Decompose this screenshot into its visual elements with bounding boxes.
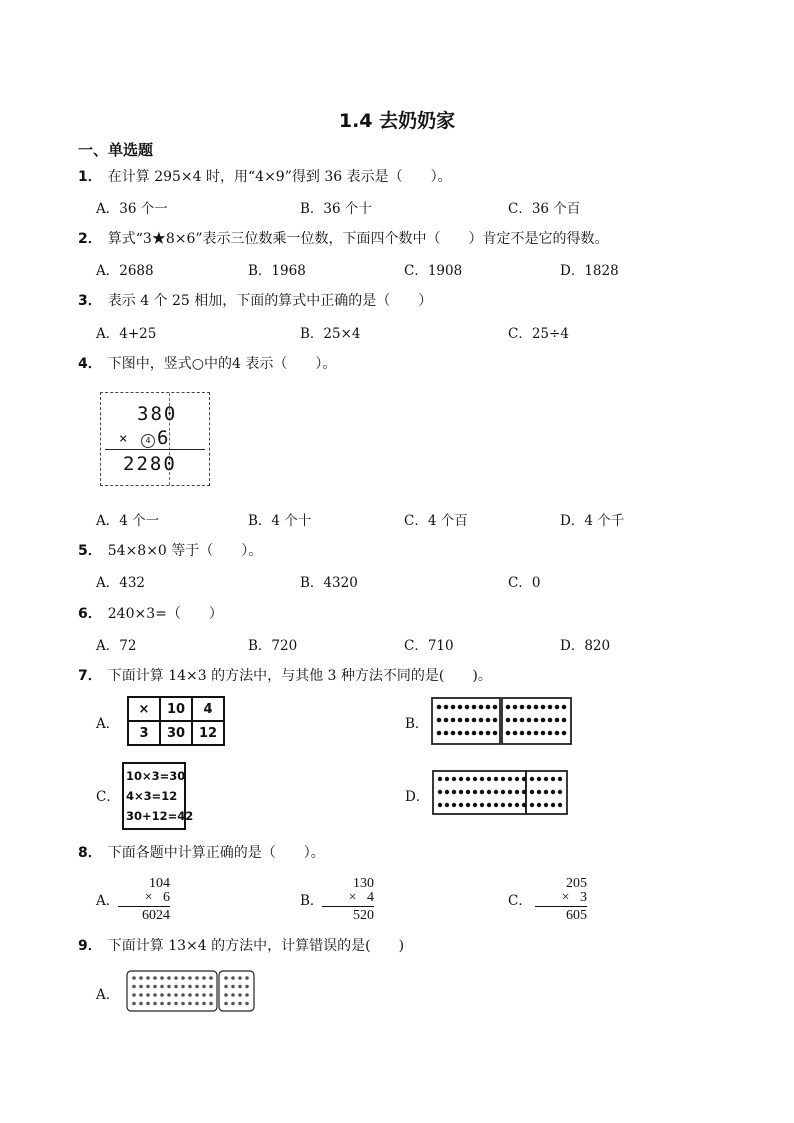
dot: [465, 731, 470, 736]
dot: [508, 790, 512, 794]
dot-group-box: [219, 971, 254, 1011]
dot: [506, 731, 511, 736]
grid-cell: 4: [192, 697, 224, 721]
option-c[interactable]: C．4 个百: [404, 513, 468, 529]
dot: [231, 1002, 235, 1006]
dot: [195, 993, 199, 997]
vertical-calc-c: [535, 877, 587, 923]
question-text: 下面计算 14×3 的方法中，与其他 3 种方法不同的是( )。: [107, 668, 492, 684]
equation-box: [122, 762, 194, 830]
grid-cell: 3: [128, 721, 160, 745]
dot: [501, 803, 505, 807]
dot: [466, 803, 470, 807]
dot: [544, 803, 548, 807]
dot-array-figure-9a: [126, 970, 256, 1012]
dot: [174, 1002, 178, 1006]
dot: [530, 803, 534, 807]
dot: [527, 718, 532, 723]
dot: [132, 985, 136, 989]
dot: [224, 1002, 228, 1006]
dot: [224, 993, 228, 997]
dot: [558, 790, 562, 794]
dot: [515, 790, 519, 794]
dot: [195, 976, 199, 980]
equation-line: 10×3=30: [126, 769, 186, 783]
option-a[interactable]: A．2688: [96, 263, 154, 279]
dot: [513, 705, 518, 710]
option-c[interactable]: C．25÷4: [508, 326, 569, 342]
question-7: [78, 665, 492, 685]
dot: [534, 718, 539, 723]
option-b[interactable]: B．4 个十: [248, 513, 312, 529]
dot: [146, 1002, 150, 1006]
question-number: 4．: [78, 356, 102, 372]
option-b[interactable]: B．1968: [248, 263, 306, 279]
dot: [472, 718, 477, 723]
dot: [238, 993, 242, 997]
dot: [451, 718, 456, 723]
dot: [465, 718, 470, 723]
dot: [452, 790, 456, 794]
dot: [181, 993, 185, 997]
dot: [520, 718, 525, 723]
question-text: 54×8×0 等于（ ）。: [107, 543, 263, 559]
dot: [494, 803, 498, 807]
dot: [487, 803, 491, 807]
dot: [493, 718, 498, 723]
question-9: [78, 935, 404, 955]
dot: [480, 803, 484, 807]
dot: [195, 1002, 199, 1006]
dot: [181, 985, 185, 989]
question-text: 表示 4 个 25 相加，下面的算式中正确的是（ ）: [107, 293, 433, 309]
dot: [459, 777, 463, 781]
dot: [555, 718, 560, 723]
dot: [209, 993, 213, 997]
dot: [466, 777, 470, 781]
dot: [522, 790, 526, 794]
result-line: [105, 449, 205, 450]
dot: [245, 993, 249, 997]
option-d[interactable]: D．4 个千: [560, 513, 625, 529]
dot: [522, 777, 526, 781]
dot: [167, 976, 171, 980]
dot: [555, 731, 560, 736]
dot: [437, 705, 442, 710]
calc-top: 130: [353, 876, 374, 891]
dot: [527, 705, 532, 710]
dot: [551, 777, 555, 781]
dot: [132, 1002, 136, 1006]
dot: [458, 731, 463, 736]
grid-row: [128, 721, 224, 745]
dot: [494, 790, 498, 794]
dot: [238, 985, 242, 989]
dot: [534, 731, 539, 736]
dot: [551, 790, 555, 794]
question-text: 算式“3★8×6”表示三位数乘一位数，下面四个数中（ ）肯定不是它的得数。: [107, 231, 609, 247]
option-d[interactable]: D．820: [560, 638, 611, 654]
dot: [480, 777, 484, 781]
dot: [231, 993, 235, 997]
dot: [188, 985, 192, 989]
dot: [445, 790, 449, 794]
dot: [487, 777, 491, 781]
grid-cell: 30: [160, 721, 192, 745]
dot: [522, 803, 526, 807]
option-a[interactable]: A．: [96, 716, 120, 732]
dot: [139, 976, 143, 980]
dot: [562, 731, 567, 736]
calc-mult: 4: [367, 890, 374, 905]
section-heading: 一、单选题: [78, 141, 154, 159]
dot: [548, 731, 553, 736]
vertical-calc-a: [118, 877, 170, 923]
dot: [541, 731, 546, 736]
dot: [473, 790, 477, 794]
dot: [202, 993, 206, 997]
question-8: [78, 842, 325, 862]
option-d[interactable]: D．: [405, 789, 430, 805]
dot: [209, 1002, 213, 1006]
option-a[interactable]: A．4 个一: [96, 513, 160, 529]
question-number: 6．: [78, 606, 102, 622]
option-a[interactable]: A．: [96, 893, 120, 909]
dot: [562, 705, 567, 710]
dot: [473, 777, 477, 781]
multiplicand: 380: [137, 403, 178, 425]
dot: [513, 718, 518, 723]
dot: [451, 705, 456, 710]
dot: [473, 803, 477, 807]
dot: [146, 976, 150, 980]
dot: [139, 985, 143, 989]
dot: [444, 718, 449, 723]
dot: [195, 985, 199, 989]
dot: [562, 718, 567, 723]
dot: [537, 790, 541, 794]
dot: [558, 777, 562, 781]
dot: [537, 803, 541, 807]
calc-top: 205: [566, 876, 587, 891]
dot: [153, 1002, 157, 1006]
dot: [188, 1002, 192, 1006]
calc-op: ×: [144, 890, 153, 905]
product: 2280: [123, 453, 177, 475]
question-number: 5．: [78, 543, 102, 559]
option-c[interactable]: C．: [508, 893, 532, 909]
dot: [438, 790, 442, 794]
dot: [548, 705, 553, 710]
dot: [544, 777, 548, 781]
option-b[interactable]: B．36 个十: [300, 201, 372, 217]
dot: [506, 705, 511, 710]
option-a[interactable]: A．36 个一: [96, 201, 168, 217]
dot: [174, 993, 178, 997]
dot: [224, 985, 228, 989]
dot: [445, 777, 449, 781]
question-text: 下图中，竖式○中的4 表示（ ）。: [107, 356, 337, 372]
dot: [527, 731, 532, 736]
dot: [181, 1002, 185, 1006]
multiplier: 6: [157, 427, 169, 449]
dot: [160, 985, 164, 989]
dot: [202, 1002, 206, 1006]
dot: [224, 976, 228, 980]
dot: [459, 790, 463, 794]
question-text: 下面计算 13×4 的方法中，计算错误的是( ): [107, 938, 405, 954]
calc-op: ×: [561, 890, 570, 905]
option-c[interactable]: C．0: [508, 575, 541, 591]
dot: [541, 718, 546, 723]
question-4: [78, 353, 336, 373]
dot: [534, 705, 539, 710]
dot: [245, 985, 249, 989]
dot: [202, 985, 206, 989]
dot: [551, 803, 555, 807]
dot: [209, 985, 213, 989]
question-text: 240×3=（ ）: [107, 606, 223, 622]
dot: [438, 777, 442, 781]
dot: [544, 790, 548, 794]
equation-line: 4×3=12: [126, 789, 178, 803]
dot: [153, 993, 157, 997]
dot: [513, 731, 518, 736]
dot: [452, 803, 456, 807]
dot: [555, 705, 560, 710]
option-c[interactable]: C．: [96, 789, 120, 805]
calc-mult: 6: [163, 890, 170, 905]
question-number: 2．: [78, 231, 102, 247]
dot: [231, 985, 235, 989]
grid-cell: ×: [128, 697, 160, 721]
dot: [445, 803, 449, 807]
question-2: [78, 228, 609, 248]
question-1: [78, 166, 452, 186]
dot: [508, 777, 512, 781]
dot: [245, 1002, 249, 1006]
dot: [537, 777, 541, 781]
dot: [238, 1002, 242, 1006]
dot: [486, 718, 491, 723]
option-c[interactable]: C．710: [404, 638, 454, 654]
option-b[interactable]: B．: [405, 716, 429, 732]
dot: [548, 718, 553, 723]
dot: [458, 718, 463, 723]
option-c[interactable]: C．36 个百: [508, 201, 581, 217]
dot: [472, 705, 477, 710]
dot-array-figure-b: [431, 697, 572, 745]
question-number: 8．: [78, 845, 102, 861]
question-text: 下面各题中计算正确的是（ ）。: [107, 845, 325, 861]
dot: [480, 790, 484, 794]
question-number: 7．: [78, 668, 102, 684]
dot: [472, 731, 477, 736]
dot: [444, 705, 449, 710]
vertical-calc-b: [322, 877, 374, 923]
dot: [451, 731, 456, 736]
dot: [245, 976, 249, 980]
dot: [486, 705, 491, 710]
dot: [167, 985, 171, 989]
dot: [160, 976, 164, 980]
grid-row: [128, 697, 224, 721]
dot: [458, 705, 463, 710]
page-title: 1.4 去奶奶家: [338, 110, 456, 132]
dot: [209, 976, 213, 980]
option-a[interactable]: A．72: [96, 638, 137, 654]
question-text: 在计算 295×4 时，用“4×9”得到 36 表示是（ ）。: [107, 169, 452, 185]
dot: [444, 731, 449, 736]
dot: [515, 777, 519, 781]
times-sign: ×: [119, 431, 128, 447]
calc-result: 520: [353, 908, 374, 923]
dot: [160, 1002, 164, 1006]
dot: [558, 803, 562, 807]
dot: [486, 731, 491, 736]
dot: [153, 985, 157, 989]
grid-cell: 10: [160, 697, 192, 721]
dot: [132, 976, 136, 980]
dot: [515, 803, 519, 807]
dot: [501, 777, 505, 781]
dot: [465, 705, 470, 710]
dot: [508, 803, 512, 807]
option-a[interactable]: A．4+25: [96, 326, 157, 342]
dot-array-figure-d: [432, 770, 568, 815]
option-b[interactable]: B．25×4: [300, 326, 361, 342]
grid-cell: 12: [192, 721, 224, 745]
dot: [139, 993, 143, 997]
dot: [494, 777, 498, 781]
dot: [438, 803, 442, 807]
dot: [479, 718, 484, 723]
dot: [520, 731, 525, 736]
dot: [479, 705, 484, 710]
dot: [437, 731, 442, 736]
circled-digit: 4: [141, 434, 155, 448]
dot: [493, 705, 498, 710]
question-5: [78, 540, 262, 560]
dot: [493, 731, 498, 736]
dot: [160, 993, 164, 997]
dot: [520, 705, 525, 710]
option-a[interactable]: A．432: [96, 575, 146, 591]
dot: [466, 790, 470, 794]
dot: [202, 976, 206, 980]
dot: [506, 718, 511, 723]
dot: [231, 976, 235, 980]
dot: [501, 790, 505, 794]
dot: [487, 790, 491, 794]
dot: [452, 777, 456, 781]
dot: [530, 777, 534, 781]
dot: [174, 985, 178, 989]
calc-top: 104: [149, 876, 170, 891]
calc-mult: 3: [580, 890, 587, 905]
question-number: 1．: [78, 169, 102, 185]
calc-result: 6024: [142, 908, 170, 923]
dot: [167, 1002, 171, 1006]
dot: [437, 718, 442, 723]
dot: [238, 976, 242, 980]
option-b[interactable]: B．720: [248, 638, 298, 654]
equation-line: 30+12=42: [126, 809, 194, 823]
question-6: [78, 603, 223, 623]
dot: [541, 705, 546, 710]
dot: [479, 731, 484, 736]
multiplication-grid: [127, 696, 225, 746]
dot: [459, 803, 463, 807]
option-c[interactable]: C．1908: [404, 263, 463, 279]
dot: [146, 985, 150, 989]
option-d[interactable]: D．1828: [560, 263, 619, 279]
question-number: 9．: [78, 938, 102, 954]
option-b[interactable]: B．: [300, 893, 324, 909]
calc-op: ×: [348, 890, 357, 905]
dot: [132, 993, 136, 997]
dot: [181, 976, 185, 980]
dot: [174, 976, 178, 980]
calc-result: 605: [566, 908, 587, 923]
option-a[interactable]: A．: [96, 987, 120, 1003]
question-3: [78, 290, 432, 310]
dot: [188, 993, 192, 997]
dot: [139, 1002, 143, 1006]
dot: [146, 993, 150, 997]
dot: [167, 993, 171, 997]
dot: [188, 976, 192, 980]
dot: [153, 976, 157, 980]
dot: [530, 790, 534, 794]
question-number: 3．: [78, 293, 102, 309]
vertical-multiplication-figure: [100, 392, 210, 486]
option-b[interactable]: B．4320: [300, 575, 358, 591]
